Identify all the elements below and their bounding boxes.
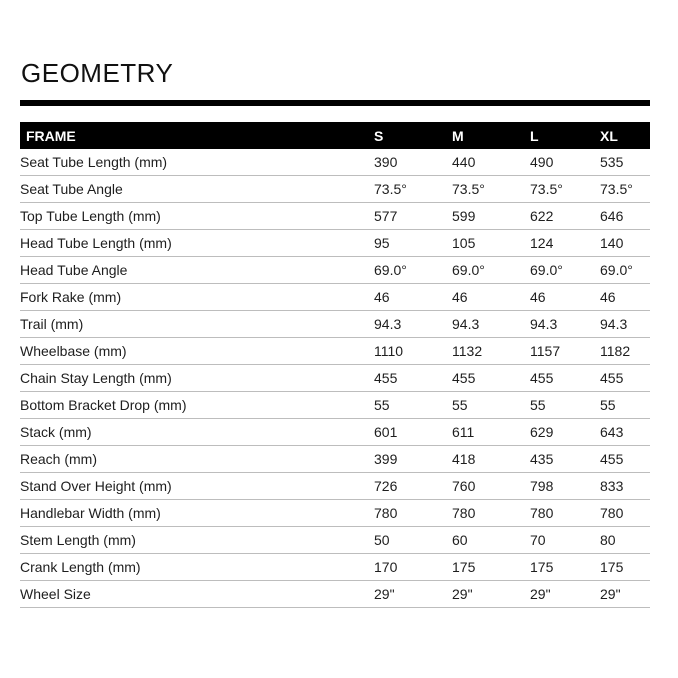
cell-size-xl: 175 (600, 554, 650, 581)
cell-size-s: 170 (374, 554, 452, 581)
cell-size-l: 622 (530, 203, 600, 230)
row-label: Head Tube Angle (20, 257, 374, 284)
cell-size-l: 629 (530, 419, 600, 446)
geometry-table (20, 122, 650, 608)
cell-size-l: 780 (530, 500, 600, 527)
row-label: Reach (mm) (20, 446, 374, 473)
cell-size-m: 29" (452, 581, 530, 608)
cell-size-s: 1110 (374, 338, 452, 365)
cell-size-xl: 46 (600, 284, 650, 311)
cell-size-s: 601 (374, 419, 452, 446)
cell-size-l: 70 (530, 527, 600, 554)
cell-size-l: 94.3 (530, 311, 600, 338)
cell-size-xl: 94.3 (600, 311, 650, 338)
cell-size-s: 399 (374, 446, 452, 473)
cell-size-s: 73.5° (374, 176, 452, 203)
row-label: Crank Length (mm) (20, 554, 374, 581)
table-row (20, 446, 650, 473)
table-row (20, 392, 650, 419)
cell-size-m: 60 (452, 527, 530, 554)
cell-size-xl: 535 (600, 149, 650, 176)
row-label: Seat Tube Angle (20, 176, 374, 203)
cell-size-m: 46 (452, 284, 530, 311)
cell-size-xl: 646 (600, 203, 650, 230)
row-label: Seat Tube Length (mm) (20, 149, 374, 176)
header-size-m: M (452, 122, 530, 149)
cell-size-l: 435 (530, 446, 600, 473)
row-label: Chain Stay Length (mm) (20, 365, 374, 392)
table-row (20, 257, 650, 284)
row-label: Wheel Size (20, 581, 374, 608)
cell-size-xl: 833 (600, 473, 650, 500)
cell-size-m: 69.0° (452, 257, 530, 284)
cell-size-l: 73.5° (530, 176, 600, 203)
cell-size-m: 780 (452, 500, 530, 527)
cell-size-l: 175 (530, 554, 600, 581)
row-label: Handlebar Width (mm) (20, 500, 374, 527)
cell-size-xl: 80 (600, 527, 650, 554)
table-row (20, 149, 650, 176)
cell-size-l: 798 (530, 473, 600, 500)
cell-size-s: 780 (374, 500, 452, 527)
cell-size-m: 760 (452, 473, 530, 500)
cell-size-m: 1132 (452, 338, 530, 365)
title-divider (20, 100, 650, 106)
cell-size-m: 599 (452, 203, 530, 230)
cell-size-xl: 643 (600, 419, 650, 446)
row-label: Stand Over Height (mm) (20, 473, 374, 500)
cell-size-s: 69.0° (374, 257, 452, 284)
cell-size-l: 29" (530, 581, 600, 608)
table-row (20, 338, 650, 365)
table-row (20, 473, 650, 500)
cell-size-m: 455 (452, 365, 530, 392)
cell-size-l: 69.0° (530, 257, 600, 284)
table-row (20, 365, 650, 392)
cell-size-xl: 1182 (600, 338, 650, 365)
table-row (20, 311, 650, 338)
row-label: Top Tube Length (mm) (20, 203, 374, 230)
cell-size-s: 726 (374, 473, 452, 500)
cell-size-xl: 455 (600, 365, 650, 392)
cell-size-l: 490 (530, 149, 600, 176)
row-label: Bottom Bracket Drop (mm) (20, 392, 374, 419)
cell-size-xl: 69.0° (600, 257, 650, 284)
cell-size-s: 29" (374, 581, 452, 608)
cell-size-s: 95 (374, 230, 452, 257)
header-size-xl: XL (600, 122, 650, 149)
table-row (20, 284, 650, 311)
row-label: Stack (mm) (20, 419, 374, 446)
cell-size-m: 105 (452, 230, 530, 257)
cell-size-s: 94.3 (374, 311, 452, 338)
table-row (20, 527, 650, 554)
table-row (20, 554, 650, 581)
row-label: Stem Length (mm) (20, 527, 374, 554)
cell-size-xl: 780 (600, 500, 650, 527)
table-header-row (20, 122, 650, 149)
header-size-l: L (530, 122, 600, 149)
table-row (20, 230, 650, 257)
cell-size-l: 124 (530, 230, 600, 257)
row-label: Head Tube Length (mm) (20, 230, 374, 257)
cell-size-m: 440 (452, 149, 530, 176)
table-row (20, 176, 650, 203)
cell-size-m: 94.3 (452, 311, 530, 338)
cell-size-s: 55 (374, 392, 452, 419)
cell-size-m: 73.5° (452, 176, 530, 203)
cell-size-m: 418 (452, 446, 530, 473)
row-label: Fork Rake (mm) (20, 284, 374, 311)
cell-size-s: 50 (374, 527, 452, 554)
cell-size-m: 55 (452, 392, 530, 419)
cell-size-l: 55 (530, 392, 600, 419)
cell-size-xl: 73.5° (600, 176, 650, 203)
table-body (20, 149, 650, 608)
cell-size-xl: 29" (600, 581, 650, 608)
table-row (20, 581, 650, 608)
row-label: Wheelbase (mm) (20, 338, 374, 365)
cell-size-l: 46 (530, 284, 600, 311)
cell-size-xl: 55 (600, 392, 650, 419)
cell-size-l: 1157 (530, 338, 600, 365)
cell-size-s: 455 (374, 365, 452, 392)
page-title: GEOMETRY (21, 58, 174, 88)
table-row (20, 419, 650, 446)
header-frame: FRAME (20, 122, 374, 149)
row-label: Trail (mm) (20, 311, 374, 338)
cell-size-xl: 455 (600, 446, 650, 473)
table-row (20, 500, 650, 527)
cell-size-m: 175 (452, 554, 530, 581)
cell-size-xl: 140 (600, 230, 650, 257)
cell-size-s: 390 (374, 149, 452, 176)
cell-size-l: 455 (530, 365, 600, 392)
cell-size-s: 46 (374, 284, 452, 311)
header-size-s: S (374, 122, 452, 149)
cell-size-m: 611 (452, 419, 530, 446)
cell-size-s: 577 (374, 203, 452, 230)
table-row (20, 203, 650, 230)
